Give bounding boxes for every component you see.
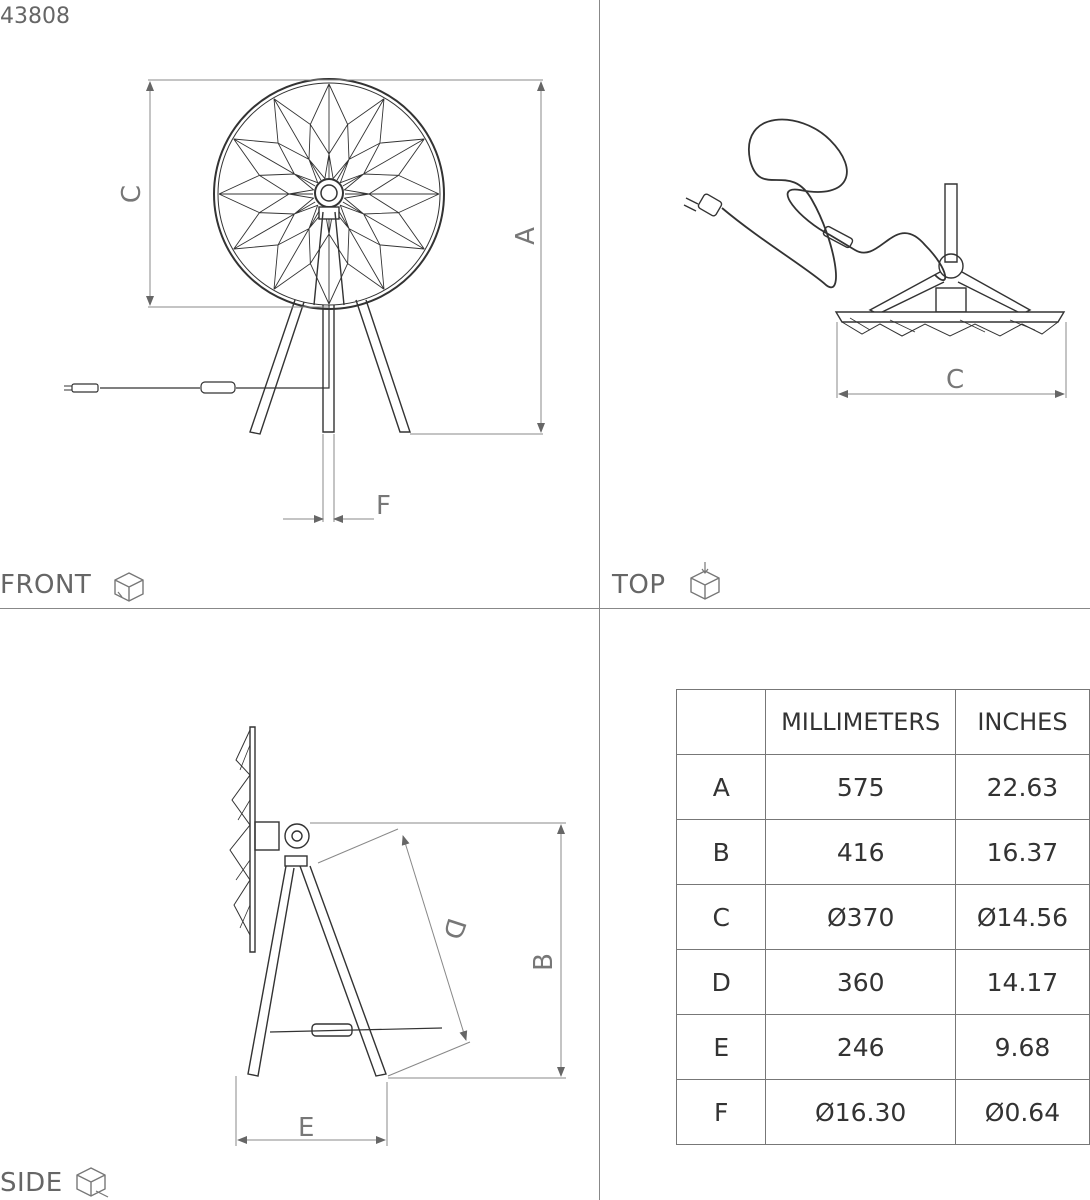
side-dim-b-label: B xyxy=(529,953,559,971)
row-key: C xyxy=(677,885,766,950)
row-mm: 575 xyxy=(766,755,955,820)
row-in: 9.68 xyxy=(955,1015,1089,1080)
top-view-label: TOP xyxy=(612,570,666,600)
front-dim-a-label: A xyxy=(511,227,541,245)
side-view-label: SIDE xyxy=(0,1168,63,1198)
table-row xyxy=(677,755,1090,820)
side-view-drawing xyxy=(230,727,442,1076)
side-dim-d-label: D xyxy=(436,914,471,943)
cube-top-icon xyxy=(688,562,722,602)
row-in: 16.37 xyxy=(955,820,1089,885)
cube-front-icon xyxy=(112,570,146,604)
row-key: E xyxy=(677,1015,766,1080)
table-row xyxy=(677,885,1090,950)
front-dim-f-label: F xyxy=(376,491,391,521)
row-mm: 246 xyxy=(766,1015,955,1080)
table-row xyxy=(677,950,1090,1015)
side-dim-e-label: E xyxy=(298,1113,315,1143)
table-row xyxy=(677,820,1090,885)
front-dimension-lines xyxy=(148,80,543,522)
row-in: Ø14.56 xyxy=(955,885,1089,950)
row-key: F xyxy=(677,1080,766,1145)
row-mm: 360 xyxy=(766,950,955,1015)
dimensions-table xyxy=(676,689,1090,1145)
row-mm: Ø16.30 xyxy=(766,1080,955,1145)
table-row xyxy=(677,1015,1090,1080)
table-header-row xyxy=(677,690,1090,755)
row-mm: 416 xyxy=(766,820,955,885)
header-key xyxy=(677,690,766,755)
cube-side-icon xyxy=(74,1166,110,1198)
product-code: 43808 xyxy=(0,4,70,29)
header-inches: INCHES xyxy=(955,690,1089,755)
table-row xyxy=(677,1080,1090,1145)
front-view-label: FRONT xyxy=(0,570,92,600)
row-key: D xyxy=(677,950,766,1015)
front-view-drawing xyxy=(64,79,444,434)
row-key: B xyxy=(677,820,766,885)
header-millimeters: MILLIMETERS xyxy=(766,690,955,755)
row-in: 14.17 xyxy=(955,950,1089,1015)
top-view-drawing xyxy=(684,120,1064,336)
row-mm: Ø370 xyxy=(766,885,955,950)
front-dim-c-label: C xyxy=(117,184,147,204)
row-in: 22.63 xyxy=(955,755,1089,820)
row-in: Ø0.64 xyxy=(955,1080,1089,1145)
top-dim-c-label: C xyxy=(946,365,965,395)
row-key: A xyxy=(677,755,766,820)
